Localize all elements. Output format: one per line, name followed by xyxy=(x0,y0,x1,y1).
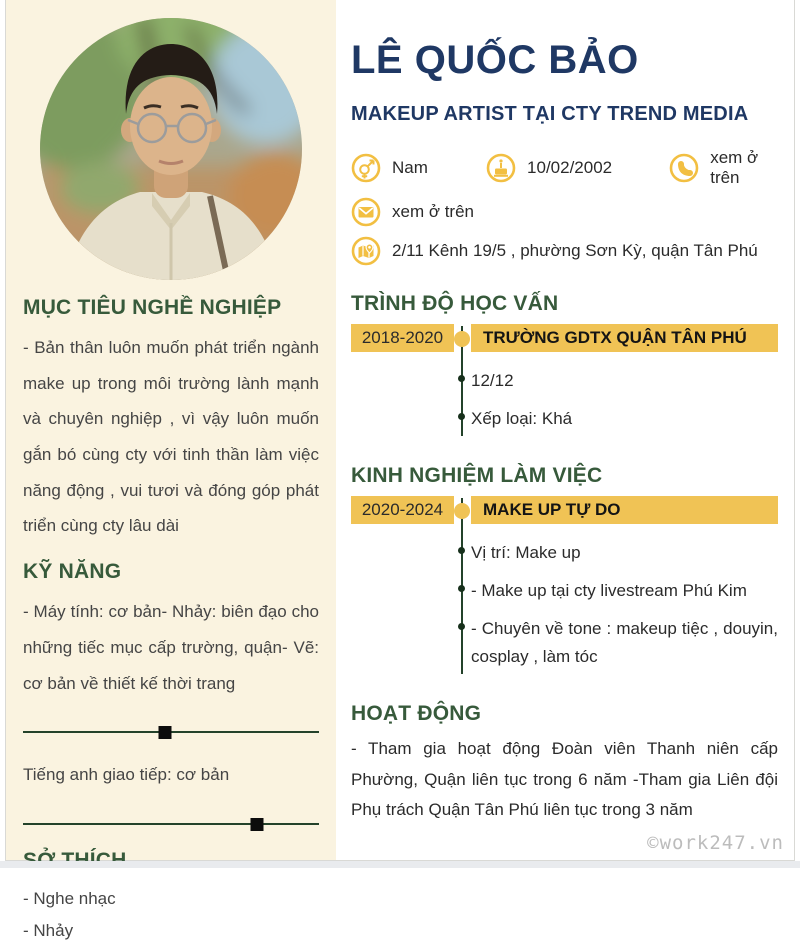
education-detail-text: 12/12 xyxy=(471,371,514,390)
phone-icon xyxy=(669,153,699,183)
contact-email xyxy=(351,197,474,227)
contact-row xyxy=(351,236,778,266)
birthday-value: 10/02/2002 xyxy=(527,158,613,177)
candidate-name: LÊ QUỐC BẢO xyxy=(351,38,639,82)
education-detail-text: Xếp loại: Khá xyxy=(471,409,573,429)
contact-gender xyxy=(351,153,450,183)
contact-row xyxy=(351,197,778,227)
bullet-dot xyxy=(458,547,465,554)
experience-detail-text: - Chuyên về tone : makeup tiệc , douyin, cosplay , làm tóc xyxy=(471,619,778,667)
email-value: xem ở trên xyxy=(392,202,475,221)
bullet-dot xyxy=(458,585,465,592)
experience-detail xyxy=(471,610,778,676)
birthday-cake-icon xyxy=(486,153,516,183)
contact-block xyxy=(351,148,778,266)
address-value: 2/11 Kênh 19/5 , phường Sơn Kỳ, quận Tân Phú xyxy=(392,241,758,260)
gender-value: Nam xyxy=(392,158,428,177)
activities-text: - Tham gia hoạt động Đoàn viên Thanh niên cấp Phường, Quận liên tục trong 6 năm -Tham gia Liên đội Phụ trách Quận Tân Phú liên tục trong 3 năm xyxy=(351,739,778,819)
skill-slider-1 xyxy=(23,725,319,739)
hobby-item: - Nghe nhạc xyxy=(23,888,116,908)
objective-heading: MỤC TIÊU NGHỀ NGHIỆP xyxy=(23,296,282,319)
experience-detail xyxy=(471,534,778,572)
email-icon xyxy=(351,197,381,227)
page-bottom-strip xyxy=(0,861,800,868)
education-heading: TRÌNH ĐỘ HỌC VẤN xyxy=(351,292,559,315)
contact-address xyxy=(351,236,758,266)
section-activities xyxy=(351,702,778,825)
cv-card xyxy=(5,0,795,941)
gender-icon xyxy=(351,153,381,183)
skill-slider-2 xyxy=(23,817,319,831)
contact-row xyxy=(351,148,778,188)
bullet-dot xyxy=(458,623,465,630)
education-timeline xyxy=(351,324,778,438)
timeline-dot xyxy=(454,503,470,519)
experience-role: MAKE UP TỰ DO xyxy=(471,496,778,524)
skills-english-text: Tiếng anh giao tiếp: cơ bản xyxy=(23,765,230,785)
profile-photo xyxy=(40,18,302,280)
skills-text: - Máy tính: cơ bản- Nhảy: biên đạo cho những tiếc mục cấp trường, quận- Vẽ: cơ bản về thiết kế thời trang xyxy=(23,602,319,693)
map-pin-icon xyxy=(351,236,381,266)
objective-text: - Bản thân luôn muốn phát triển ngành make up trong môi trường lành mạnh và chuyên nghiệp , vì vậy luôn muốn gắn bó cùng cty với tinh thần làm việc năng động , vui tươi và đóng góp phát triển cùng cty lâu dài xyxy=(23,338,319,536)
skill-slider-1-knob[interactable] xyxy=(159,726,172,739)
hobby-item: - Nhảy xyxy=(23,921,74,941)
skill-slider-2-knob[interactable] xyxy=(250,818,263,831)
skills-heading: KỸ NĂNG xyxy=(23,560,122,584)
activities-heading: HOẠT ĐỘNG xyxy=(351,702,482,726)
section-experience xyxy=(351,464,778,676)
experience-detail-text: - Make up tại cty livestream Phú Kim xyxy=(471,581,747,601)
bullet-dot xyxy=(458,375,465,382)
section-skills xyxy=(23,560,319,831)
contact-birthday xyxy=(486,153,645,183)
watermark: ©work247.vn xyxy=(647,832,784,854)
section-objective xyxy=(23,296,319,544)
experience-heading: KINH NGHIỆM LÀM VIỆC xyxy=(351,464,603,488)
experience-timeline xyxy=(351,496,778,676)
bullet-dot xyxy=(458,413,465,420)
experience-detail xyxy=(471,572,778,610)
main-column xyxy=(336,0,794,860)
education-school: TRƯỜNG GDTX QUẬN TÂN PHÚ xyxy=(471,324,778,352)
timeline-dot xyxy=(454,331,470,347)
sidebar xyxy=(6,0,336,941)
education-detail xyxy=(471,400,778,438)
skill-slider-2-track xyxy=(23,823,319,825)
education-detail xyxy=(471,362,778,400)
section-education xyxy=(351,292,778,438)
experience-period-badge: 2020-2024 xyxy=(351,496,454,524)
experience-detail-text: Vị trí: Make up xyxy=(471,543,581,563)
education-period-badge: 2018-2020 xyxy=(351,324,454,352)
candidate-title: MAKEUP ARTIST TẠI CTY TREND MEDIA xyxy=(351,103,749,125)
profile-photo-image xyxy=(40,18,302,280)
contact-phone xyxy=(669,148,778,188)
phone-value: xem ở trên xyxy=(710,148,759,187)
